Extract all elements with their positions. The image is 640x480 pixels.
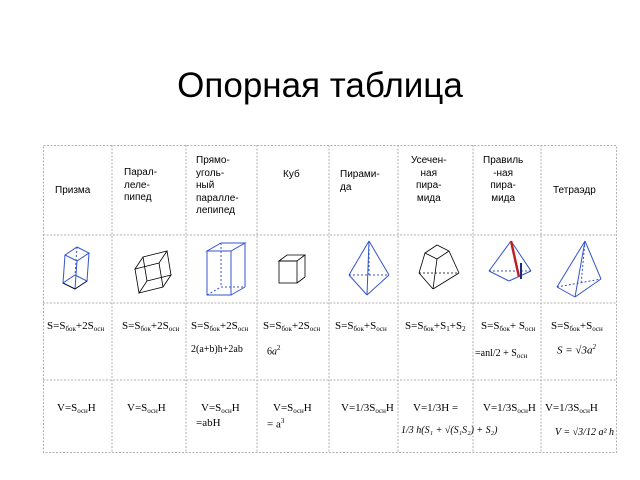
area-tetrahedron-formula: $S = √3a^2$ bbox=[557, 343, 596, 357]
truncated-pyramid-figure bbox=[415, 241, 465, 295]
volume-rect-parallelepiped: $V=S_{осн}H$ bbox=[201, 402, 240, 415]
area-cube: $S=S_{бок}+2S_{осн}$ bbox=[263, 320, 321, 333]
area-pyramid: $S=S_{бок}+S_{осн}$ bbox=[335, 320, 387, 333]
volume-rect-formula: =abH bbox=[196, 417, 221, 429]
volume-cube-formula: = $a^3$ bbox=[267, 417, 285, 431]
area-parallelepiped: $S=S_{бок}+2S_{осн}$ bbox=[122, 320, 180, 333]
header-regular-pyramid: Правиль -ная пира- мида bbox=[483, 155, 524, 204]
area-cube-formula: $6a^2$ bbox=[267, 344, 281, 358]
volume-regular-pyramid: $V=1/3S_{осн}H$ bbox=[483, 402, 536, 415]
area-tetrahedron: $S=S_{бок}+S_{осн}$ bbox=[551, 320, 603, 333]
rect-parallelepiped-figure bbox=[199, 237, 249, 299]
area-prism: $S=S_{бок}+2S_{осн}$ bbox=[47, 320, 105, 333]
area-rect-formula: 2(a+b)h+2ab bbox=[191, 344, 243, 355]
volume-truncated-formula: 1/3 h(S₁ + √(S₁S₂) + S₂) bbox=[401, 425, 498, 436]
tetrahedron-figure bbox=[551, 237, 607, 299]
regular-pyramid-figure bbox=[483, 237, 537, 299]
prism-figure bbox=[57, 241, 101, 297]
area-regular-formula: $=anl/2 + S_{осн}$ bbox=[475, 348, 528, 360]
header-tetrahedron: Тетраэдр bbox=[553, 185, 596, 196]
header-rect-parallelepiped: Прямо- уголь- ный паралле- лепипед bbox=[196, 155, 239, 216]
header-parallelepiped: Парал- леле- пипед bbox=[124, 167, 158, 203]
header-truncated-pyramid: Усечен- ная пира- мида bbox=[411, 155, 447, 204]
area-rect-parallelepiped: $S=S_{бок}+2S_{осн}$ bbox=[191, 320, 249, 333]
volume-truncated-pyramid: V=1/3H = bbox=[413, 402, 459, 414]
area-regular-pyramid: $S=S_{бок}+ S_{осн}$ bbox=[481, 320, 536, 333]
page-title: Опорная таблица bbox=[177, 66, 463, 105]
area-truncated-pyramid: $S=S_{бок}+S_1+S_2$ bbox=[405, 320, 466, 333]
volume-parallelepiped: $V=S_{осн}H$ bbox=[127, 402, 166, 415]
volume-prism: $V=S_{осн}H$ bbox=[57, 402, 96, 415]
header-cube: Куб bbox=[283, 169, 300, 180]
volume-pyramid: $V=1/3S_{осн}H$ bbox=[341, 402, 394, 415]
volume-tetrahedron-formula: V = √3/12 a² h bbox=[555, 427, 614, 438]
header-prism: Призма bbox=[55, 185, 91, 196]
reference-table bbox=[43, 145, 617, 453]
parallelepiped-figure bbox=[129, 241, 179, 297]
header-pyramid: Пирами- да bbox=[340, 169, 380, 193]
pyramid-figure bbox=[345, 237, 395, 299]
volume-cube: $V=S_{осн}H$ bbox=[273, 402, 312, 415]
cube-figure bbox=[273, 245, 317, 295]
volume-tetrahedron: $V=1/3S_{осн}H$ bbox=[545, 402, 598, 415]
